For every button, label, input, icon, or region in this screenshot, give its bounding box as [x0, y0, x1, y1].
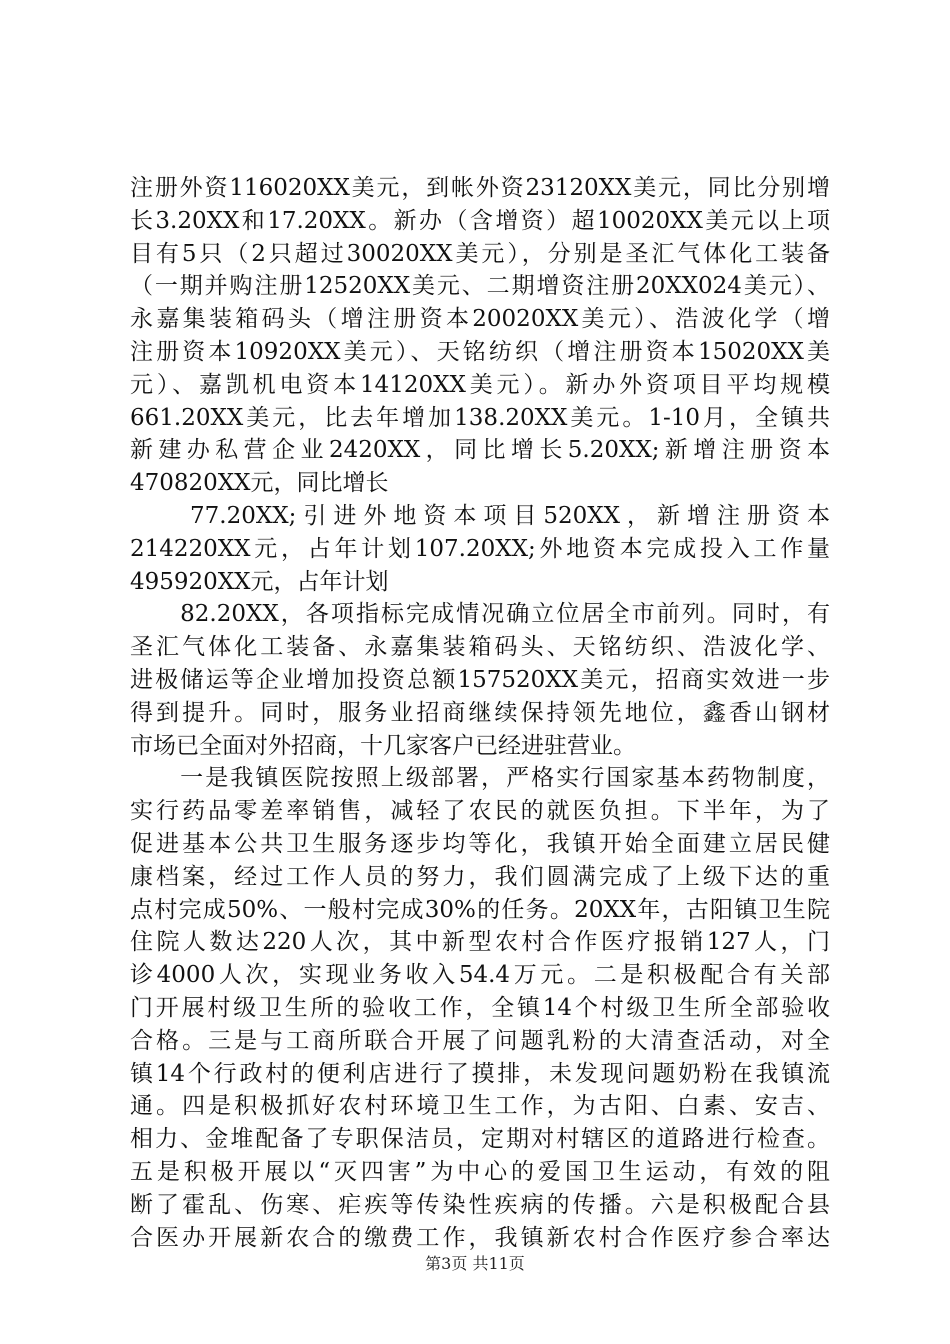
text-line: 合医办开展新农合的缴费工作，我镇新农村合作医疗参合率达 [130, 1224, 830, 1251]
text-line: 合格。三是与工商所联合开展了问题乳粉的大清查活动，对全 [130, 1027, 830, 1054]
body-text [130, 172, 830, 1254]
text-line: 诊4000人次，实现业务收入54.4万元。二是积极配合有关部 [130, 962, 830, 989]
text-line: 214220XX元，占年计划107.20XX;外地资本完成投入工作量 [130, 535, 830, 562]
text-line: 元）、嘉凯机电资本14120XX美元）。新办外资项目平均规模 [130, 371, 830, 398]
text-line: 新建办私营企业2420XX，同比增长5.20XX;新增注册资本 [130, 437, 830, 464]
text-line: 注册资本10920XX美元）、天铭纺织（增注册资本15020XX美 [130, 338, 830, 365]
text-line: 注册外资116020XX美元，到帐外资23120XX美元，同比分别增 [130, 175, 830, 201]
text-line: 进极储运等企业增加投资总额157520XX美元，招商实效进一步 [130, 666, 830, 693]
text-line: 470820XX元，同比增长 [130, 470, 389, 497]
text-line: 康档案，经过工作人员的努力，我们圆满完成了上级下达的重 [130, 863, 830, 890]
text-line: 一是我镇医院按照上级部署，严格实行国家基本药物制度， [130, 765, 830, 792]
text-line: 长3.20XX和17.20XX。新办（含增资）超10020XX美元以上项 [130, 207, 830, 234]
text-line: 相力、金堆配备了专职保洁员，定期对村辖区的道路进行检查。 [130, 1126, 830, 1153]
text-line: 82.20XX，各项指标完成情况确立位居全市前列。同时，有 [130, 601, 830, 628]
text-line: 通。四是积极抓好农村环境卫生工作，为古阳、白素、安吉、 [130, 1093, 830, 1120]
text-line: 住院人数达220人次，其中新型农村合作医疗报销127人，门 [130, 929, 830, 956]
text-line: 得到提升。同时，服务业招商继续保持领先地位，鑫香山钢材 [130, 699, 830, 726]
text-line: 点村完成50%、一般村完成30%的任务。20XX年，古阳镇卫生院 [130, 896, 830, 923]
text-line: 镇14个行政村的便利店进行了摸排，未发现问题奶粉在我镇流 [130, 1060, 830, 1087]
text-line: 断了霍乱、伤寒、疟疾等传染性疾病的传播。六是积极配合县 [130, 1191, 830, 1218]
page-number-footer: 第3页 共11页 [425, 1254, 525, 1273]
text-line: 市场已全面对外招商，十几家客户已经进驻营业。 [130, 732, 636, 759]
text-line: 661.20XX美元，比去年增加138.20XX美元。1-10月，全镇共 [130, 404, 830, 431]
text-line: 促进基本公共卫生服务逐步均等化，我镇开始全面建立居民健 [130, 830, 830, 857]
text-line: 门开展村级卫生所的验收工作，全镇14个村级卫生所全部验收 [130, 994, 830, 1021]
text-line: 实行药品零差率销售，减轻了农民的就医负担。下半年，为了 [130, 798, 830, 825]
text-line: 永嘉集装箱码头（增注册资本20020XX美元）、浩波化学（增 [130, 306, 830, 333]
text-line: 圣汇气体化工装备、永嘉集装箱码头、天铭纺织、浩波化学、 [130, 634, 830, 661]
text-line: 五是积极开展以“灭四害”为中心的爱国卫生运动，有效的阻 [130, 1158, 830, 1185]
text-line: 目有5只（2只超过30020XX美元），分别是圣汇气体化工装备 [130, 240, 830, 267]
text-line: 495920XX元，占年计划 [130, 568, 389, 595]
text-line: （一期并购注册12520XX美元、二期增资注册20XX024美元）、 [130, 273, 830, 300]
text-line: 77.20XX;引进外地资本项目520XX，新增注册资本 [130, 502, 830, 529]
